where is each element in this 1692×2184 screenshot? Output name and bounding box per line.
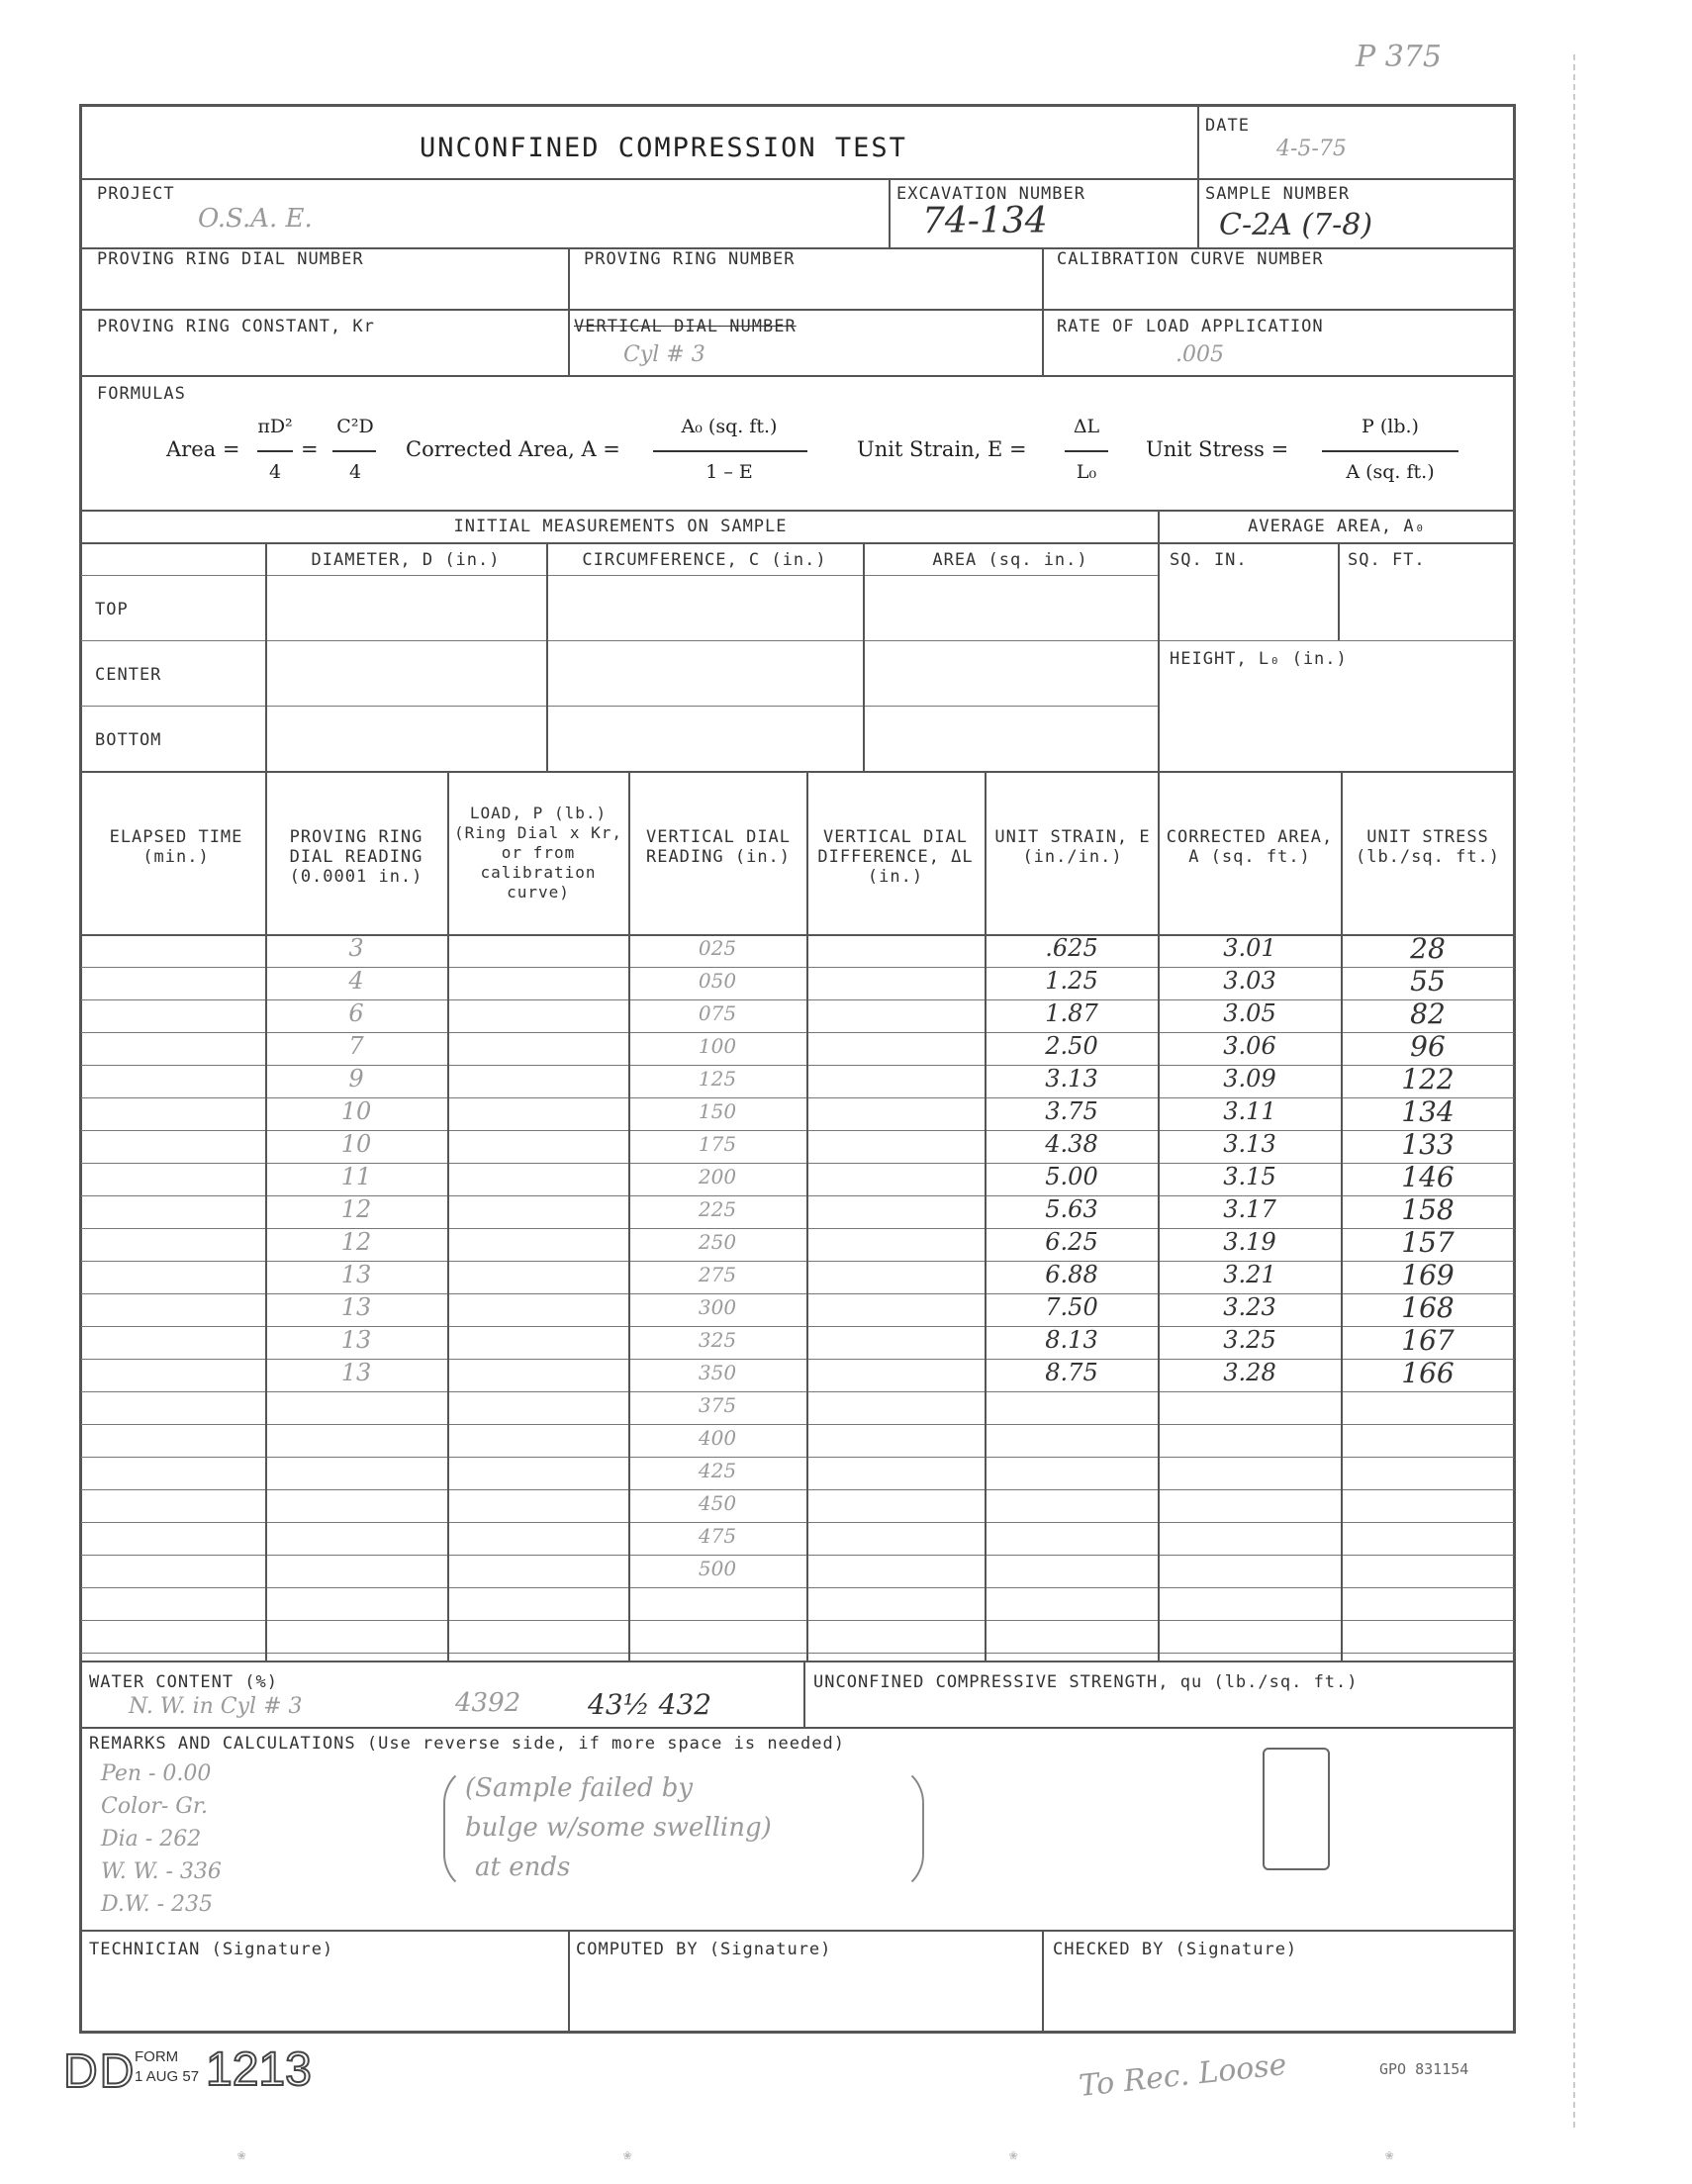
unit-stress-cell: 134 (1401, 1095, 1455, 1128)
unit-stress-cell (1343, 1585, 1513, 1618)
unit-stress-cell: 82 (1410, 997, 1446, 1030)
sq-in-label: SQ. IN. (1170, 550, 1248, 570)
calibration-curve-label: CALIBRATION CURVE NUMBER (1057, 249, 1324, 269)
dial-reading-cell (267, 1585, 445, 1618)
vertical-reading-cell: 350 (698, 1361, 737, 1384)
rule (568, 247, 570, 375)
unit-stress-cell: 166 (1401, 1357, 1455, 1389)
corrected-area-cell: 3.09 (1223, 1065, 1276, 1092)
dial-reading-cell: 4 (348, 967, 364, 995)
dial-reading-cell (267, 1553, 445, 1585)
dial-reading-cell: 13 (340, 1359, 372, 1386)
area-header: AREA (sq. in.) (932, 550, 1088, 570)
unit-stress-cell: 122 (1401, 1063, 1455, 1095)
dial-reading-cell (267, 1389, 445, 1422)
remark-note-line: (Sample failed by (465, 1773, 694, 1803)
dial-reading-cell: 13 (340, 1326, 372, 1354)
unit-stress-cell: 158 (1401, 1193, 1455, 1226)
rule (265, 542, 267, 771)
rule (81, 706, 1158, 707)
corrected-area-cell: 3.15 (1223, 1163, 1276, 1190)
unit-strain-cell (987, 1520, 1157, 1553)
dial-reading-cell: 10 (340, 1130, 372, 1158)
area-equals: = (301, 437, 319, 461)
strength-label: UNCONFINED COMPRESSIVE STRENGTH, qu (lb./sq. ft.) (813, 1672, 1359, 1692)
elapsed-time-header: ELAPSED TIME (min.) (109, 827, 243, 867)
remarks-label: REMARKS AND CALCULATIONS (Use reverse side, if more space is needed) (89, 1734, 845, 1754)
rule (568, 1930, 570, 2032)
vertical-reading-cell: 225 (698, 1197, 737, 1221)
rule (81, 1661, 1514, 1662)
dial-reading-cell: 13 (340, 1261, 372, 1288)
unit-strain-cell: 5.63 (1045, 1195, 1098, 1223)
dial-reading-cell: 11 (340, 1163, 372, 1190)
dial-reading-cell: 10 (340, 1097, 372, 1125)
unit-strain-cell: 8.75 (1045, 1359, 1098, 1386)
rule (1338, 542, 1340, 640)
row-bottom-label: BOTTOM (95, 730, 162, 750)
rule (81, 309, 1514, 311)
unit-strain-cell: 5.00 (1045, 1163, 1098, 1190)
unit-strain-cell (987, 1455, 1157, 1487)
dial-reading-cell: 9 (348, 1065, 364, 1092)
row-center-label: CENTER (95, 665, 162, 685)
sample-value: C-2A (7-8) (1219, 208, 1373, 242)
rule (81, 375, 1514, 377)
form-number: 1213 (206, 2043, 312, 2096)
form-title: UNCONFINED COMPRESSION TEST (420, 133, 907, 163)
rate-of-load-value: .005 (1175, 342, 1224, 367)
scan-speck: ❀ (1385, 2147, 1394, 2163)
vertical-reading-cell: 400 (698, 1426, 737, 1450)
unit-strain-label: Unit Strain, E = (857, 437, 1027, 461)
rule (1042, 247, 1044, 375)
form-date: 1 AUG 57 (135, 2068, 200, 2085)
fraction-bar (1065, 450, 1108, 452)
rule (889, 178, 891, 247)
unit-strain-cell (987, 1422, 1157, 1455)
note-bracket (443, 1763, 924, 1894)
corrected-area-header: CORRECTED AREA, A (sq. ft.) (1166, 827, 1334, 867)
gpo-number: GPO 831154 (1379, 2060, 1469, 2078)
rule (81, 542, 1514, 544)
dial-reading-cell (267, 1455, 445, 1487)
sq-ft-label: SQ. FT. (1348, 550, 1426, 570)
average-area-title: AVERAGE AREA, A₀ (1248, 517, 1426, 536)
vertical-reading-cell (630, 1618, 804, 1651)
vertical-reading-cell: 425 (698, 1459, 737, 1482)
dial-reading-header: PROVING RING DIAL READING (0.0001 in.) (289, 827, 423, 887)
unit-stress-cell (1343, 1553, 1513, 1585)
stress-num: P (lb.) (1362, 416, 1419, 437)
unit-stress-cell: 168 (1401, 1291, 1455, 1324)
dial-reading-cell (267, 1520, 445, 1553)
dial-reading-cell: 3 (348, 934, 364, 962)
area-den-2: 4 (348, 461, 362, 483)
rule (1197, 178, 1199, 247)
dial-reading-cell: 12 (340, 1228, 372, 1256)
remark-note-line: at ends (475, 1852, 571, 1882)
remark-line: Dia - 262 (101, 1827, 202, 1852)
rule (81, 178, 1514, 180)
corrected-area-cell (1160, 1585, 1340, 1618)
unit-stress-cell: 146 (1401, 1161, 1455, 1193)
fraction-bar (257, 450, 293, 452)
corrected-area-cell: 3.03 (1223, 967, 1276, 995)
unit-stress-cell (1343, 1455, 1513, 1487)
vertical-reading-cell (630, 1585, 804, 1618)
vertical-reading-header: VERTICAL DIAL READING (in.) (645, 827, 792, 867)
rule (81, 510, 1514, 512)
corrected-area-cell (1160, 1389, 1340, 1422)
dial-reading-cell (267, 1487, 445, 1520)
dial-reading-cell: 12 (340, 1195, 372, 1223)
unit-strain-cell: 8.13 (1045, 1326, 1098, 1354)
scan-speck: ❀ (1009, 2147, 1018, 2163)
stress-den: A (sq. ft.) (1346, 461, 1435, 483)
unit-strain-cell (987, 1389, 1157, 1422)
unit-stress-label: Unit Stress = (1146, 437, 1289, 461)
vertical-diff-header: VERTICAL DIAL DIFFERENCE, ΔL (in.) (817, 827, 974, 887)
dial-reading-cell: 13 (340, 1293, 372, 1321)
unit-strain-cell: .625 (1045, 934, 1098, 962)
rule (447, 771, 449, 1661)
remark-line: D.W. - 235 (101, 1892, 214, 1917)
corrected-area-cell: 3.23 (1223, 1293, 1276, 1321)
vertical-reading-cell: 325 (698, 1328, 737, 1352)
vertical-reading-cell: 375 (698, 1393, 737, 1417)
unit-stress-cell (1343, 1422, 1513, 1455)
sample-sketch (1263, 1748, 1330, 1870)
vertical-reading-cell: 300 (698, 1295, 737, 1319)
unit-strain-cell: 6.25 (1045, 1228, 1098, 1256)
dial-reading-cell (267, 1618, 445, 1651)
fraction-bar (332, 450, 376, 452)
technician-label: TECHNICIAN (Signature) (89, 1940, 334, 1959)
rule (1197, 106, 1199, 178)
unit-stress-cell: 133 (1401, 1128, 1455, 1161)
project-label: PROJECT (97, 184, 175, 204)
unit-strain-cell: 3.13 (1045, 1065, 1098, 1092)
vertical-reading-cell: 050 (698, 969, 737, 993)
unit-strain-cell: 1.25 (1045, 967, 1098, 995)
vertical-reading-cell: 025 (698, 936, 737, 960)
corrected-area-cell: 3.19 (1223, 1228, 1276, 1256)
excavation-value: 74-134 (922, 201, 1048, 241)
scan-speck: ❀ (623, 2147, 632, 2163)
rule (1042, 1930, 1044, 2032)
unit-stress-cell: 55 (1410, 965, 1446, 997)
excavation-label: EXCAVATION NUMBER (896, 184, 1085, 204)
proving-ring-number-label: PROVING RING NUMBER (584, 249, 796, 269)
vertical-reading-cell: 100 (698, 1034, 737, 1058)
unit-stress-cell (1343, 1618, 1513, 1651)
project-value: O.S.A. E. (198, 204, 313, 234)
water-content-value-2: 4392 (455, 1688, 521, 1718)
dial-reading-cell (267, 1422, 445, 1455)
dd-mark: DD (63, 2045, 137, 2098)
corner-mark: P 375 (1356, 40, 1442, 74)
unit-strain-cell (987, 1487, 1157, 1520)
rule (806, 771, 808, 1661)
vertical-reading-cell: 500 (698, 1557, 737, 1580)
vertical-reading-cell: 075 (698, 1001, 737, 1025)
vertical-reading-cell: 175 (698, 1132, 737, 1156)
form-word: FORM (135, 2048, 179, 2065)
row-top-label: TOP (95, 600, 129, 619)
unit-stress-cell (1343, 1487, 1513, 1520)
rule (81, 771, 1514, 773)
vertical-dial-value: Cyl # 3 (623, 342, 705, 367)
unit-stress-cell (1343, 1520, 1513, 1553)
diameter-header: DIAMETER, D (in.) (311, 550, 501, 570)
corrected-area-cell (1160, 1422, 1340, 1455)
corrected-area-label: Corrected Area, A = (406, 437, 620, 461)
vertical-reading-cell: 200 (698, 1165, 737, 1188)
water-content-label: WATER CONTENT (%) (89, 1672, 278, 1692)
corrected-area-cell (1160, 1487, 1340, 1520)
corrected-num: A₀ (sq. ft.) (681, 416, 778, 437)
unit-stress-header: UNIT STRESS (lb./sq. ft.) (1355, 827, 1501, 867)
formulas-label: FORMULAS (97, 384, 186, 404)
vertical-dial-label: VERTICAL DIAL NUMBER (574, 317, 797, 336)
corrected-area-cell: 3.06 (1223, 1032, 1276, 1060)
unit-stress-cell: 157 (1401, 1226, 1455, 1259)
corrected-area-cell: 3.28 (1223, 1359, 1276, 1386)
area-formula-label: Area = (166, 437, 240, 461)
unit-strain-cell (987, 1618, 1157, 1651)
unit-stress-cell: 96 (1410, 1030, 1446, 1063)
unit-strain-cell: 6.88 (1045, 1261, 1098, 1288)
unit-strain-cell (987, 1585, 1157, 1618)
height-label: HEIGHT, L₀ (in.) (1170, 649, 1348, 669)
area-den-1: 4 (268, 461, 282, 483)
sample-label: SAMPLE NUMBER (1205, 184, 1351, 204)
fraction-bar (653, 450, 807, 452)
corrected-den: 1 – E (705, 461, 753, 483)
corrected-area-cell: 3.25 (1223, 1326, 1276, 1354)
rule (546, 542, 548, 771)
corrected-area-cell: 3.17 (1223, 1195, 1276, 1223)
unit-stress-cell: 28 (1410, 932, 1446, 965)
remark-line: Pen - 0.00 (101, 1761, 212, 1786)
unit-strain-cell: 1.87 (1045, 999, 1098, 1027)
corrected-area-cell (1160, 1520, 1340, 1553)
unit-strain-header: UNIT STRAIN, E (in./in.) (994, 827, 1151, 867)
rule (81, 640, 1514, 641)
vertical-reading-cell: 150 (698, 1099, 737, 1123)
rate-of-load-label: RATE OF LOAD APPLICATION (1057, 317, 1324, 336)
fraction-bar (1322, 450, 1458, 452)
unit-strain-cell: 4.38 (1045, 1130, 1098, 1158)
corrected-area-cell (1160, 1618, 1340, 1651)
unit-stress-cell: 169 (1401, 1259, 1455, 1291)
rule (81, 575, 1158, 576)
corrected-area-cell (1160, 1455, 1340, 1487)
vertical-reading-cell: 450 (698, 1491, 737, 1515)
date-label: DATE (1205, 116, 1250, 136)
water-content-value-3: 43½ 432 (588, 1688, 712, 1721)
remark-line: Color- Gr. (101, 1794, 208, 1819)
load-header: LOAD, P (lb.) (Ring Dial x Kr, or from calibration curve) (453, 804, 623, 902)
unit-strain-cell (987, 1553, 1157, 1585)
area-num-1: πD² (257, 416, 293, 437)
page-edge (1573, 54, 1575, 2128)
unit-stress-cell (1343, 1389, 1513, 1422)
circumference-header: CIRCUMFERENCE, C (in.) (582, 550, 827, 570)
vertical-reading-cell: 275 (698, 1263, 737, 1286)
remark-line: W. W. - 336 (101, 1859, 222, 1884)
proving-ring-constant-label: PROVING RING CONSTANT, Kr (97, 317, 375, 336)
footer-note: To Rec. Loose (1077, 2047, 1288, 2104)
dial-reading-cell: 6 (348, 999, 364, 1027)
unit-strain-cell: 3.75 (1045, 1097, 1098, 1125)
corrected-area-cell: 3.01 (1223, 934, 1276, 962)
strain-den: L₀ (1076, 461, 1097, 483)
checked-by-label: CHECKED BY (Signature) (1053, 1940, 1298, 1959)
rule (863, 542, 865, 771)
vertical-reading-cell: 250 (698, 1230, 737, 1254)
date-value: 4-5-75 (1276, 137, 1347, 161)
corrected-area-cell: 3.05 (1223, 999, 1276, 1027)
strain-num: ΔL (1073, 416, 1100, 437)
computed-by-label: COMPUTED BY (Signature) (576, 1940, 832, 1959)
area-num-2: C²D (336, 416, 374, 437)
vertical-reading-cell: 475 (698, 1524, 737, 1548)
initial-measurements-title: INITIAL MEASUREMENTS ON SAMPLE (453, 517, 788, 536)
unit-stress-cell: 167 (1401, 1324, 1455, 1357)
scan-speck: ❀ (237, 2147, 246, 2163)
vertical-reading-cell: 125 (698, 1067, 737, 1091)
dial-reading-cell: 7 (348, 1032, 364, 1060)
corrected-area-cell: 3.11 (1223, 1097, 1276, 1125)
proving-ring-dial-label: PROVING RING DIAL NUMBER (97, 249, 364, 269)
rule (81, 1930, 1514, 1932)
corrected-area-cell: 3.21 (1223, 1261, 1276, 1288)
unit-strain-cell: 2.50 (1045, 1032, 1098, 1060)
remark-note-line: bulge w/some swelling) (465, 1813, 772, 1843)
unit-strain-cell: 7.50 (1045, 1293, 1098, 1321)
corrected-area-cell: 3.13 (1223, 1130, 1276, 1158)
water-content-value: N. W. in Cyl # 3 (129, 1694, 303, 1719)
rule (81, 1727, 1514, 1729)
corrected-area-cell (1160, 1553, 1340, 1585)
rule (803, 1661, 805, 1727)
table-row-rule (81, 1653, 1514, 1654)
